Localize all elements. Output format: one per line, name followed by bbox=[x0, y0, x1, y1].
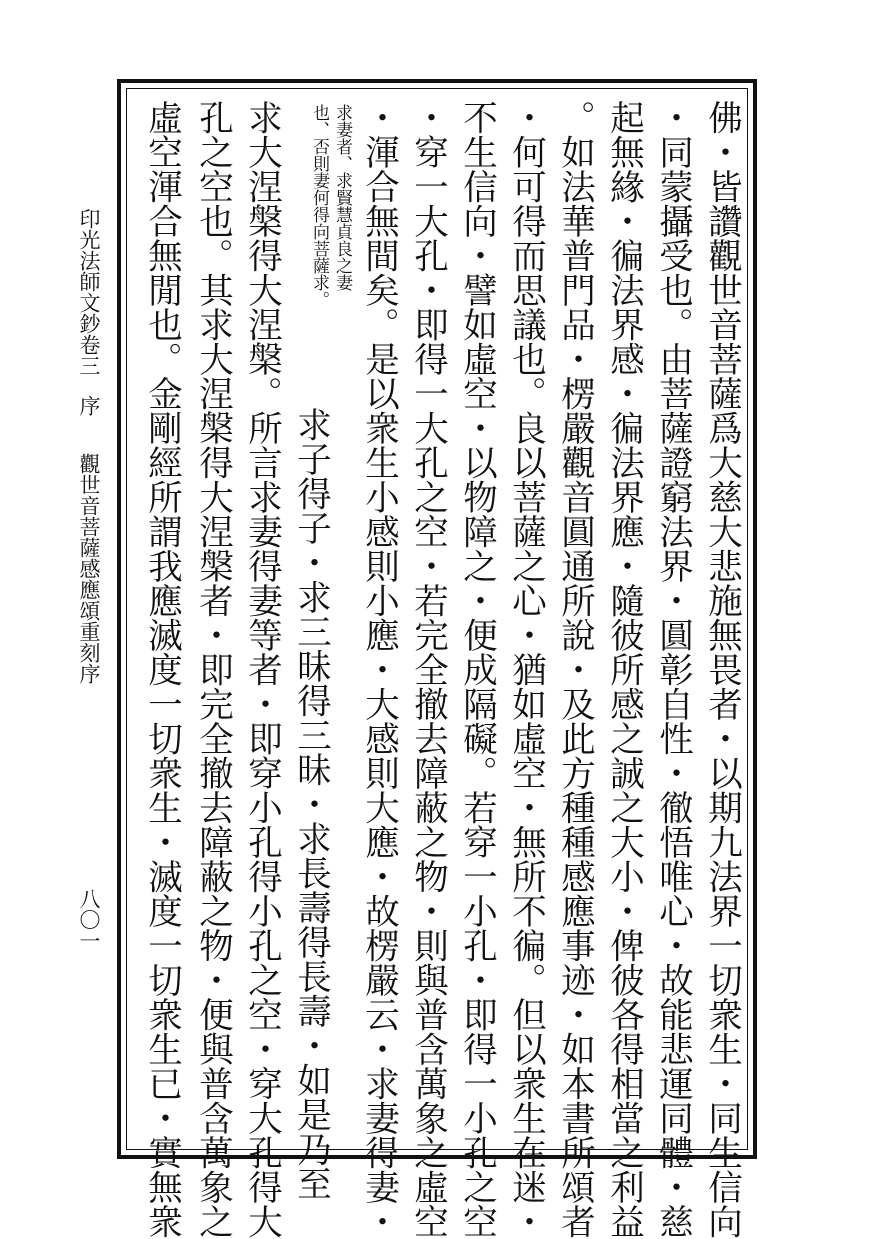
text-column-1: 佛・皆讚觀世音菩薩爲大慈大悲施無畏者・以期九法界一切衆生・同生信向 bbox=[701, 100, 742, 1239]
book-title: 印光法師文鈔卷三 bbox=[77, 208, 101, 376]
text-column-10: 求大涅槃得大涅槃。所言求妻得妻等者・即穿小孔得小孔之空・穿大孔得大 bbox=[241, 100, 282, 1239]
text-column-3: 起無緣・徧法界感・徧法界應・隨彼所感之誠之大小・俾彼各得相當之利益 bbox=[603, 100, 644, 1239]
text-column-4: 。如法華普門品・楞嚴觀音圓通所說・及此方種種感應事迹・如本書所頌者 bbox=[554, 100, 595, 1239]
page-number: 八〇一 bbox=[77, 888, 101, 951]
text-column-5: ・何可得而思議也。良以菩薩之心・猶如虛空・無所不徧。但以衆生在迷・ bbox=[505, 100, 546, 1239]
text-column-12: 虛空渾合無閒也。金剛經所謂我應滅度一切衆生・滅度一切衆生已・實無衆 bbox=[141, 100, 182, 1239]
text-column-11: 孔之空也。其求大涅槃得大涅槃者・即完全撤去障蔽之物・便與普含萬象之 bbox=[192, 100, 233, 1239]
text-column-8: ・渾合無間矣。是以衆生小感則小應・大感則大應・故楞嚴云・求妻得妻・ bbox=[358, 100, 399, 1239]
text-column-6: 不生信向・譬如虛空・以物障之・便成隔礙。若穿一小孔・即得一小孔之空 bbox=[456, 100, 497, 1239]
section-label: 序 bbox=[77, 395, 101, 416]
text-column-2: ・同蒙攝受也。由菩薩證窮法界・圓彰自性・徹悟唯心・故能悲運同體・慈 bbox=[652, 100, 693, 1239]
chapter-title: 觀世音菩薩感應頌重刻序 bbox=[77, 453, 101, 684]
text-column-7: ・穿一大孔・即得一大孔之空・若完全撤去障蔽之物・則與普含萬象之虛空 bbox=[407, 100, 448, 1239]
text-column-9: 求子得子・求三昧得三昧・求長壽得長壽・如是乃至 bbox=[290, 407, 331, 1201]
annotation-line-2: 也、否則妻何得向菩薩求。 bbox=[309, 104, 329, 308]
annotation-line-1: 求妻者、求賢慧貞良之妻 bbox=[332, 104, 352, 291]
